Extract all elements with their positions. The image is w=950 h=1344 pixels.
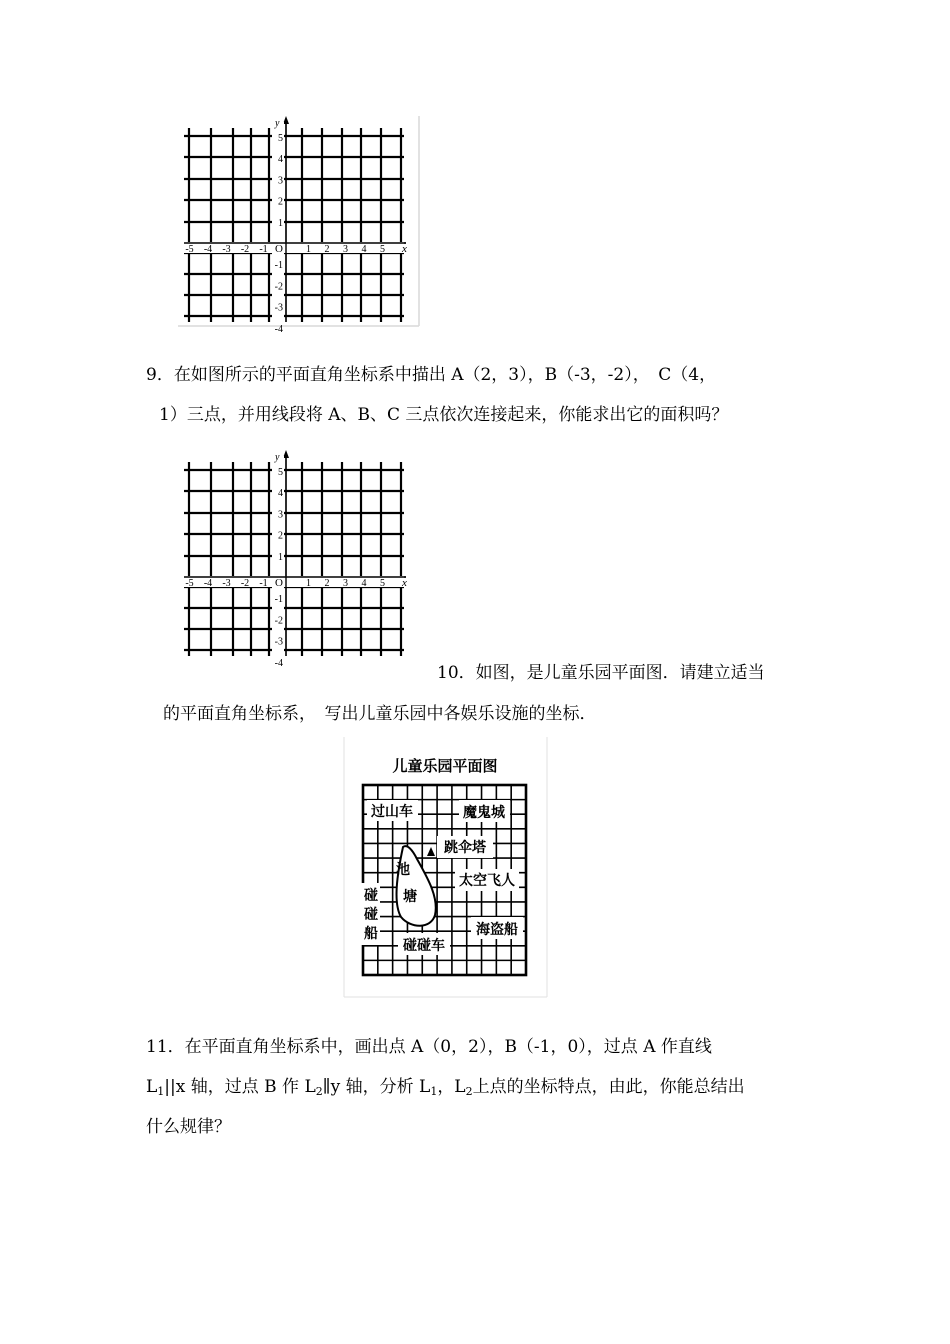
label-haunted-castle: 魔鬼城	[463, 806, 505, 821]
coordinate-grid-2	[176, 446, 422, 669]
y-tick-label: -1	[274, 260, 283, 272]
y-tick-label: 3	[278, 509, 283, 521]
grid-lines	[184, 128, 404, 322]
label-bumper-boat-1: 碰	[364, 889, 378, 904]
axis-labels	[185, 452, 407, 669]
x-axis-label: x	[402, 577, 407, 589]
label-space-flyer: 太空飞人	[459, 874, 515, 889]
x-axis-label: x	[402, 243, 407, 255]
label-bumper-car: 碰碰车	[403, 939, 445, 954]
y-tick-label: 1	[278, 551, 283, 563]
origin-label: O	[275, 577, 283, 589]
label-bumper-boat-3: 船	[364, 927, 378, 942]
x-tick-label: -2	[240, 244, 250, 255]
x-tick-label: 1	[306, 578, 311, 589]
y-tick-label: 4	[278, 488, 283, 500]
y-tick-label: -2	[274, 615, 283, 627]
y-tick-label: 2	[278, 196, 283, 208]
x-tick-label: -3	[222, 578, 231, 589]
y-tick-label: -3	[274, 636, 283, 648]
park-map	[343, 735, 549, 999]
question-9-line-2: 1）三点，并用线段将 A、B、C 三点依次连接起来，你能求出它的面积吗？	[159, 405, 729, 425]
x-tick-label: -2	[240, 578, 250, 589]
y-tick-label: 3	[278, 175, 283, 187]
question-11-line-2: $L_1||x$ 轴，过点 B 作 $L_2\parallel y$ 轴，分析 $L_1$，$L_2$上点的坐标特点，由此，你能总结出	[146, 1077, 745, 1098]
question-9-line-1: 9．在如图所示的平面直角坐标系中描出 A（2，3），B（-3，-2）， C（4，	[146, 365, 717, 385]
question-11-line-3: 什么规律？	[146, 1117, 231, 1137]
x-tick-label: 5	[380, 244, 385, 255]
question-10-line-2: 的平面直角坐标系， 写出儿童乐园中各娱乐设施的坐标．	[163, 704, 597, 724]
x-tick-label: 4	[361, 578, 367, 589]
x-tick-label: -5	[185, 244, 194, 255]
x-tick-label: 5	[380, 578, 385, 589]
y-tick-label: -4	[274, 323, 283, 335]
y-tick-label: 1	[278, 217, 283, 229]
x-tick-label: -4	[203, 578, 213, 589]
park-map-title: 儿童乐园平面图	[392, 759, 498, 775]
axes	[184, 450, 406, 656]
label-pond-1: 池	[396, 863, 410, 878]
x-tick-label: -3	[222, 244, 231, 255]
axis-labels	[185, 118, 407, 335]
x-tick-label: -1	[259, 578, 268, 589]
label-bumper-boat-2: 碰	[364, 908, 378, 923]
y-tick-label: 5	[278, 133, 283, 144]
x-tick-label: 3	[343, 578, 348, 589]
label-jump-tower: 跳伞塔	[444, 841, 486, 856]
x-tick-label: 1	[306, 244, 311, 255]
x-tick-label: 3	[343, 244, 348, 255]
grid-lines	[184, 462, 404, 656]
x-tick-label: 4	[361, 244, 367, 255]
label-pirate-ship: 海盗船	[476, 923, 518, 938]
question-10-line-1: 10．如图，是儿童乐园平面图．请建立适当	[437, 663, 765, 683]
tower-marker-icon	[427, 847, 435, 856]
y-tick-label: -4	[274, 657, 283, 669]
label-pond-2: 塘	[403, 890, 417, 905]
y-tick-label: 4	[278, 154, 283, 166]
x-tick-label: -5	[185, 578, 194, 589]
axes	[184, 116, 406, 322]
coordinate-grid-1	[176, 112, 422, 335]
question-11-line-1: 11．在平面直角坐标系中，画出点 A（0，2），B（-1，0），过点 A 作直线	[146, 1037, 712, 1057]
x-tick-label: 2	[324, 578, 330, 589]
y-tick-label: -3	[274, 302, 283, 314]
y-axis-label: y	[275, 118, 280, 129]
x-tick-label: -4	[203, 244, 213, 255]
x-tick-label: 2	[324, 244, 330, 255]
y-axis-label: y	[275, 452, 280, 463]
y-tick-label: 2	[278, 530, 283, 542]
y-tick-label: -1	[274, 594, 283, 606]
origin-label: O	[275, 243, 283, 255]
y-tick-label: 5	[278, 467, 283, 478]
x-tick-label: -1	[259, 244, 268, 255]
label-roller-coaster: 过山车	[371, 805, 413, 820]
y-tick-label: -2	[274, 281, 283, 293]
